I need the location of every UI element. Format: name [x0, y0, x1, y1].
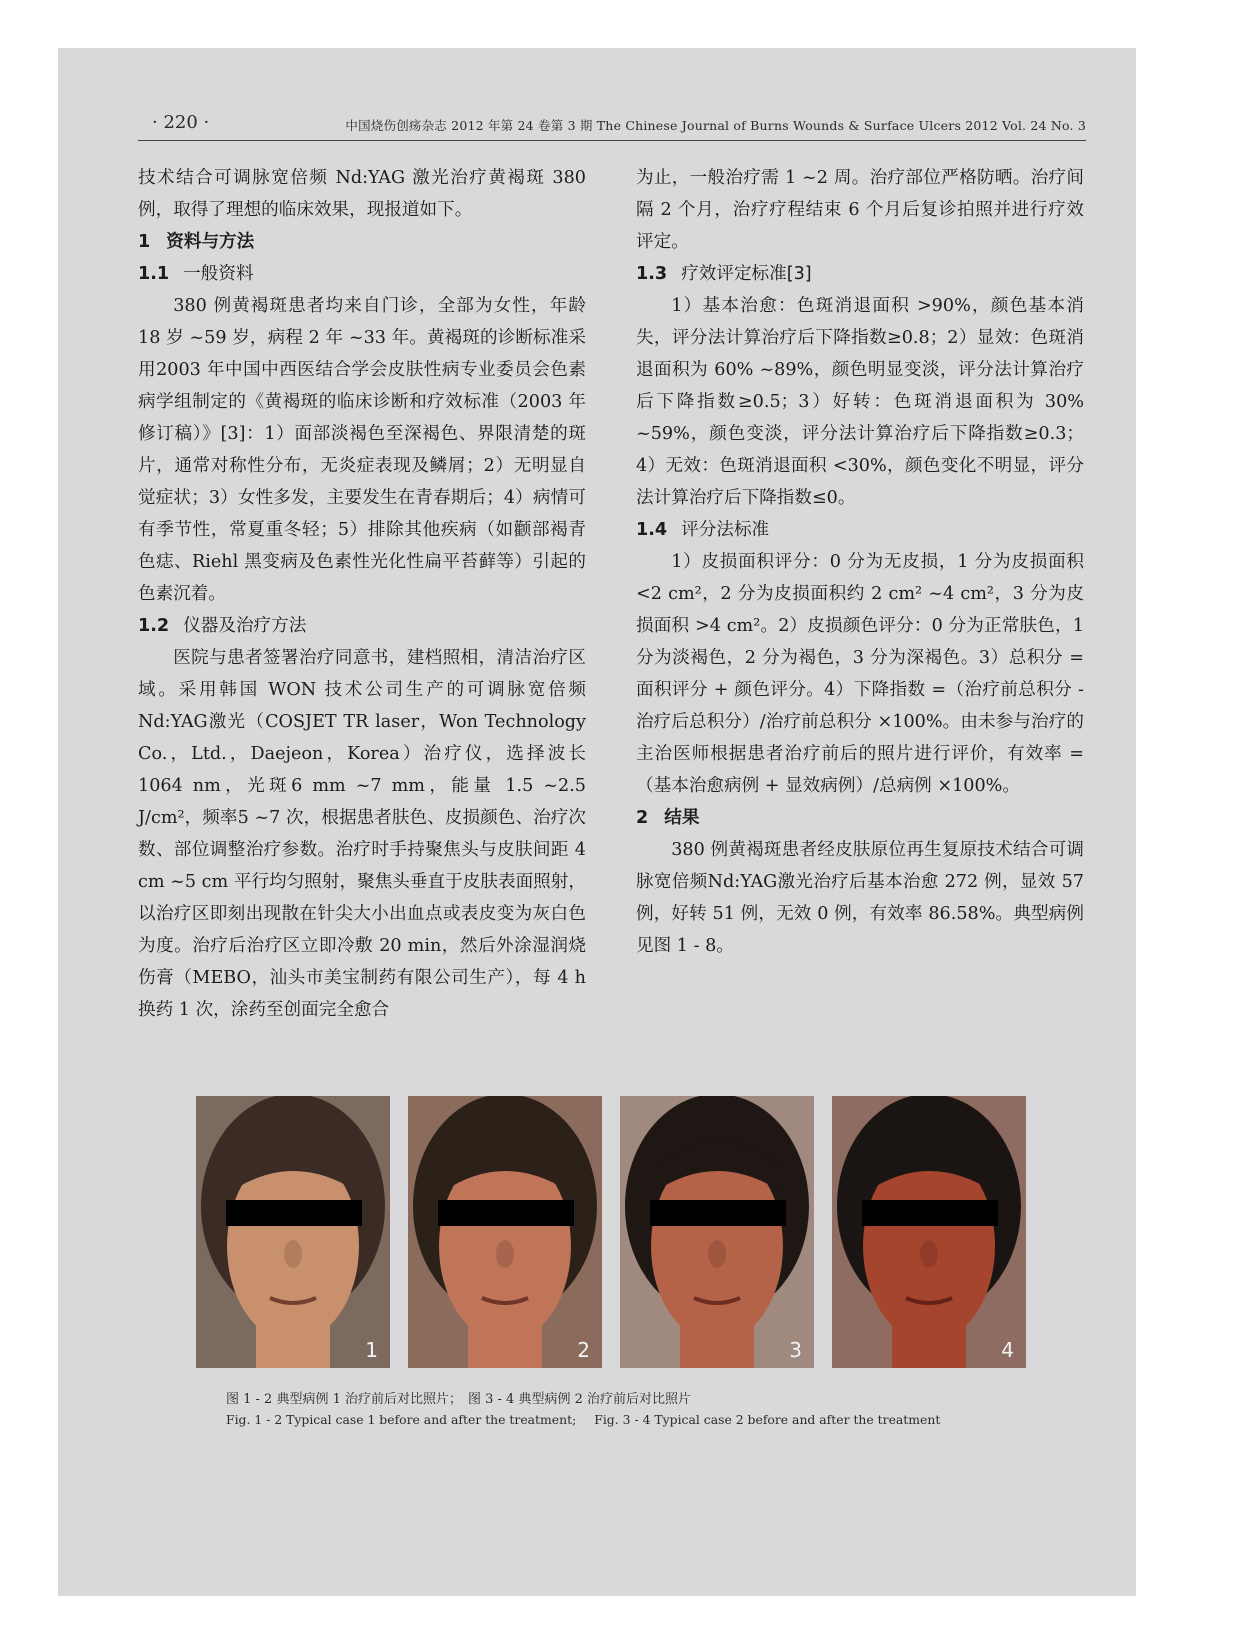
section-1-title: 资料与方法: [166, 232, 255, 252]
page-number: · 220 ·: [152, 112, 210, 133]
section-2-title: 结果: [664, 808, 700, 828]
face-photo-3-image: [620, 1096, 814, 1368]
section-1-3-title: 疗效评定标准[3]: [681, 264, 812, 284]
section-1-4-heading: [636, 514, 1084, 546]
continued-paragraph: 为止，一般治疗需 1 ~2 周。治疗部位严格防晒。治疗间隔 2 个月，治疗疗程结束 6 个月后复诊拍照并进行疗效评定。: [636, 168, 1084, 252]
section-1-1-body: 380 例黄褐斑患者均来自门诊，全部为女性，年龄 18 岁 ~59 岁，病程 2 年 ~33 年。黄褐斑的诊断标准采用2003 年中国中西医结合学会皮肤性病专业委员会色素病学组制定的《黄褐斑的临床诊断和疗效标准（2003 年修订稿）》[3]：1）面部淡褐色至深褐色、界限清楚的斑片，通常对称性分布，无炎症表现及鳞屑；2）无明显自觉症状；3）女性多发，主要发生在青春期后；4）病情可有季节性，常夏重冬轻；5）排除其他疾病（如颧部褐青色痣、Riehl 黑变病及色素性光化性扁平苔藓等）引起的色素沉着。: [138, 296, 586, 604]
running-header: [138, 112, 1086, 142]
nose-shadow: [708, 1240, 726, 1268]
section-1-2-number: 1.2: [138, 616, 170, 636]
right-column: [636, 162, 1084, 962]
photo-4-label: 4: [1001, 1338, 1014, 1362]
face-photo-2-image: [408, 1096, 602, 1368]
figure-photos: [196, 1096, 1032, 1368]
section-2-heading: [636, 802, 1084, 834]
section-1-3-heading: [636, 258, 1084, 290]
photo-1-label: 1: [365, 1338, 378, 1362]
section-1-heading: [138, 226, 586, 258]
section-1-1-number: 1.1: [138, 264, 170, 284]
patient-photo-1: [196, 1096, 390, 1368]
section-1-3-body: 1）基本治愈：色斑消退面积 >90%，颜色基本消失，评分法计算治疗后下降指数≥0.8；2）显效：色斑消退面积为 60% ~89%，颜色明显变淡，评分法计算治疗后下降指数≥0.5；3）好转：色斑消退面积为 30% ~59%，颜色变淡，评分法计算治疗后下降指数≥0.3；4）无效：色斑消退面积 <30%，颜色变化不明显，评分法计算治疗后下降指数≤0。: [636, 296, 1084, 508]
section-1-2-body: 医院与患者签署治疗同意书，建档照相，清洁治疗区域。采用韩国 WON 技术公司生产的可调脉宽倍频 Nd:YAG激光（COSJET TR laser，Won Technology Co.，Ltd.，Daejeon，Korea）治疗仪，选择波长 1064 nm，光斑6 mm ~7 mm，能量 1.5 ~2.5 J/cm²，频率5 ~7 次，根据患者肤色、皮损颜色、治疗次数、部位调整治疗参数。治疗时手持聚焦头与皮肤间距 4 cm ~5 cm 平行均匀照射，聚焦头垂直于皮肤表面照射，以治疗区即刻出现散在针尖大小出血点或表皮变为灰白色为度。治疗后治疗区立即冷敷 20 min，然后外涂湿润烧伤膏（MEBO，汕头市美宝制药有限公司生产），每 4 h 换药 1 次，涂药至创面完全愈合: [138, 648, 586, 1020]
caption-zh-part-1: 图 1 - 2 典型病例 1 治疗前后对比照片；: [226, 1392, 462, 1407]
caption-en-part-2: Fig. 3 - 4 Typical case 2 before and after the treatment: [594, 1412, 941, 1427]
patient-photo-2: [408, 1096, 602, 1368]
face-photo-4-image: [832, 1096, 1026, 1368]
photo-2-label: 2: [577, 1338, 590, 1362]
section-1-1-title: 一般资料: [183, 264, 254, 284]
journal-title: 中国烧伤创疡杂志 2012 年第 24 卷第 3 期 The Chinese Journal of Burns Wounds & Surface Ulcers 2012 Vol. 24 No. 3: [345, 118, 1086, 133]
photo-3-label: 3: [789, 1338, 802, 1362]
section-1-number: 1: [138, 232, 151, 252]
section-1-4-number: 1.4: [636, 520, 668, 540]
eye-privacy-bar: [438, 1200, 574, 1226]
figure-caption: [226, 1390, 1046, 1430]
eye-privacy-bar: [650, 1200, 786, 1226]
section-2-number: 2: [636, 808, 649, 828]
section-1-2-title: 仪器及治疗方法: [183, 616, 307, 636]
eye-privacy-bar: [862, 1200, 998, 1226]
section-1-1-heading: [138, 258, 586, 290]
caption-english: [226, 1410, 1046, 1430]
section-1-4-title: 评分法标准: [681, 520, 770, 540]
nose-shadow: [920, 1240, 938, 1268]
caption-chinese: [226, 1390, 1046, 1410]
caption-en-part-1: Fig. 1 - 2 Typical case 1 before and after the treatment;: [226, 1412, 577, 1427]
section-1-4-body: 1）皮损面积评分：0 分为无皮损，1 分为皮损面积 <2 cm²，2 分为皮损面积约 2 cm² ~4 cm²，3 分为皮损面积 >4 cm²。2）皮损颜色评分：0 分为正常肤色，1 分为淡褐色，2 分为褐色，3 分为深褐色。3）总积分 = 面积评分 + 颜色评分。4）下降指数 =（治疗前总积分 - 治疗后总积分）/治疗前总积分 ×100%。由未参与治疗的主治医师根据患者治疗前后的照片进行评价，有效率 =（基本治愈病例 + 显效病例）/总病例 ×100%。: [636, 552, 1084, 796]
left-column: [138, 162, 586, 1026]
nose-shadow: [496, 1240, 514, 1268]
section-1-2-heading: [138, 610, 586, 642]
caption-zh-part-2: 图 3 - 4 典型病例 2 治疗前后对比照片: [468, 1392, 691, 1407]
header-rule: [138, 140, 1086, 141]
intro-paragraph: 技术结合可调脉宽倍频 Nd:YAG 激光治疗黄褐斑 380 例，取得了理想的临床效果，现报道如下。: [138, 168, 586, 220]
section-1-3-number: 1.3: [636, 264, 668, 284]
patient-photo-3: [620, 1096, 814, 1368]
eye-privacy-bar: [226, 1200, 362, 1226]
nose-shadow: [284, 1240, 302, 1268]
patient-photo-4: [832, 1096, 1026, 1368]
section-2-body: 380 例黄褐斑患者经皮肤原位再生复原技术结合可调脉宽倍频Nd:YAG激光治疗后基本治愈 272 例，显效 57 例，好转 51 例，无效 0 例，有效率 86.58%。典型病例见图 1 - 8。: [636, 840, 1084, 956]
face-photo-1-image: [196, 1096, 390, 1368]
